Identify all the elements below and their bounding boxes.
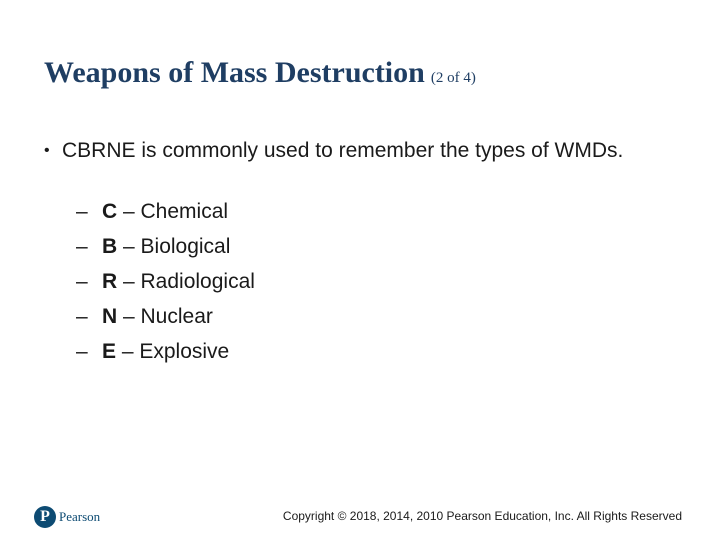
list-item-letter: B	[102, 235, 118, 258]
slide-title-suffix: (2 of 4)	[430, 70, 476, 86]
list-item	[76, 338, 255, 373]
dash-icon: –	[76, 305, 88, 328]
list-item-letter: E	[102, 340, 117, 363]
list-item-letter: R	[102, 270, 118, 293]
list-item-label: – Chemical	[117, 200, 229, 223]
copyright-notice: Copyright © 2018, 2014, 2010 Pearson Education, Inc. All Rights Reserved	[282, 509, 682, 523]
list-item	[76, 303, 255, 338]
list-item	[76, 268, 255, 303]
list-item-letter: C	[102, 200, 118, 223]
list-item-label: – Explosive	[116, 340, 230, 363]
list-item	[76, 198, 255, 233]
main-bullet	[44, 136, 664, 165]
list-item-label: – Nuclear	[117, 305, 213, 328]
list-item-label: – Radiological	[117, 270, 255, 293]
list-item	[76, 233, 255, 268]
dash-icon: –	[76, 270, 88, 293]
slide-title-text: Weapons of Mass Destruction	[44, 56, 425, 89]
dash-icon: –	[76, 200, 88, 223]
dash-icon: –	[76, 340, 88, 363]
pearson-logo	[34, 506, 100, 528]
list-item-letter: N	[102, 305, 118, 328]
list-item-label: – Biological	[117, 235, 231, 258]
main-bullet-text: CBRNE is commonly used to remember the types of WMDs.	[62, 139, 624, 162]
cbrne-list	[76, 198, 255, 373]
slide-title	[44, 56, 476, 89]
bullet-dot-icon: •	[44, 142, 50, 159]
pearson-logo-icon: P	[34, 506, 56, 528]
pearson-logo-text: Pearson	[59, 509, 101, 524]
dash-icon: –	[76, 235, 88, 258]
